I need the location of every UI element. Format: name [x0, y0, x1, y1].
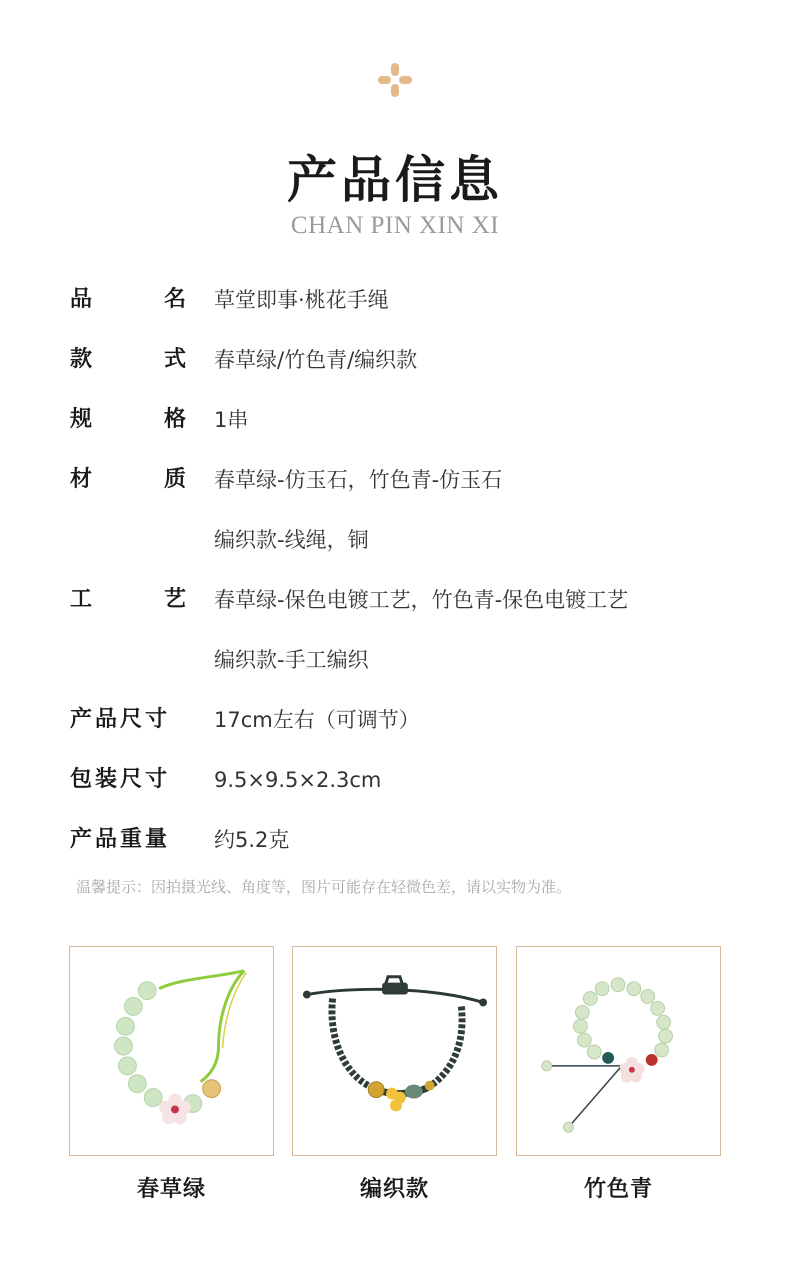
spec-value: 9.5×9.5×2.3cm — [214, 768, 382, 792]
spec-row-craft-cont — [0, 640, 790, 680]
product-image-frame[interactable] — [292, 946, 497, 1156]
product-card-chuncaolv[interactable] — [69, 946, 274, 1203]
spec-row-package-size — [0, 760, 790, 800]
spec-row-spec — [0, 400, 790, 440]
green-bead-bracelet-image — [70, 947, 273, 1155]
spec-row-product-size — [0, 700, 790, 740]
product-image-frame[interactable] — [69, 946, 274, 1156]
spec-row-material-cont — [0, 520, 790, 560]
spec-row-name — [0, 280, 790, 320]
page-subtitle: CHAN PIN XIN XI — [290, 212, 500, 239]
product-caption: 竹色青 — [583, 1177, 653, 1202]
product-card-zhuseqing[interactable] — [516, 946, 721, 1203]
product-image-frame[interactable] — [516, 946, 721, 1156]
spec-value: 春草绿-仿玉石，竹色青-仿玉石 — [214, 468, 503, 492]
spec-label: 工 艺 — [70, 587, 186, 612]
product-caption: 春草绿 — [136, 1177, 206, 1202]
spec-value: 春草绿-保色电镀工艺，竹色青-保色电镀工艺 — [214, 588, 629, 612]
spec-label: 品 名 — [70, 287, 186, 312]
product-card-bianzhikuan[interactable] — [292, 946, 497, 1203]
spec-value: 1串 — [214, 408, 249, 432]
spec-value: 约5.2克 — [214, 828, 290, 852]
product-caption: 编织款 — [359, 1177, 429, 1202]
jade-bead-bracelet-image — [517, 947, 720, 1155]
spec-row-style — [0, 340, 790, 380]
spec-value: 春草绿/竹色青/编织款 — [214, 348, 418, 372]
braided-cord-bracelet-image — [293, 947, 496, 1155]
spec-row-weight — [0, 820, 790, 860]
page-title: 产品信息 — [287, 150, 503, 209]
spec-value: 编织款-手工编织 — [214, 648, 369, 672]
spec-label: 产品尺寸 — [70, 707, 171, 732]
spec-row-material — [0, 460, 790, 500]
spec-label: 款 式 — [70, 347, 186, 372]
spec-value: 草堂即事·桃花手绳 — [214, 288, 389, 312]
spec-label: 产品重量 — [70, 827, 171, 852]
color-disclaimer-note: 温馨提示：因拍摄光线、角度等，图片可能存在轻微色差，请以实物为准。 — [76, 878, 572, 896]
spec-value: 17cm左右（可调节） — [214, 708, 420, 732]
four-petal-ornament-icon — [376, 61, 414, 99]
spec-label: 包装尺寸 — [70, 767, 171, 792]
spec-label: 规 格 — [70, 407, 186, 432]
spec-label: 材 质 — [70, 467, 186, 492]
spec-value: 编织款-线绳，铜 — [214, 528, 369, 552]
spec-row-craft — [0, 580, 790, 620]
